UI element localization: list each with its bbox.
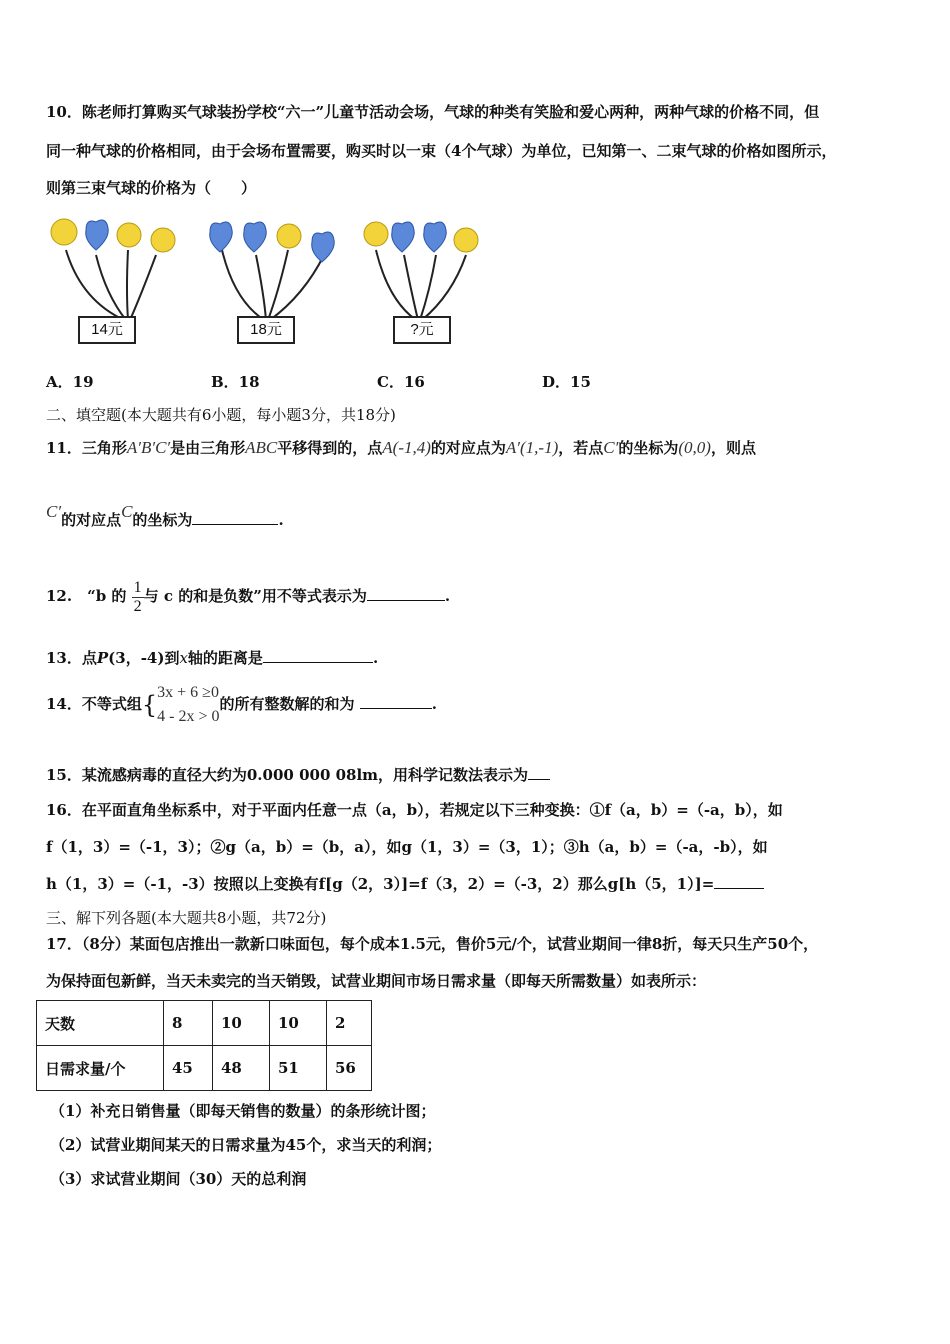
q11-l2-b: 的坐标为 [132,511,193,529]
q11-tri2: ABC [245,438,278,457]
q14-suffix: 的所有整数解的和为 [219,695,355,713]
section-2-heading: 二、填空题(本大题共有6小题，每小题3分，共18分) [46,406,396,424]
q10-line-2: 同一种气球的价格相同，由于会场布置需要，购买时以一束（4个气球）为单位，已知第一、二束气球的价格如图所示， [46,142,837,160]
q11-line-1 [46,438,756,458]
q16-line-1: 16．在平面直角坐标系中，对于平面内任意一点（a，b），若规定以下三种变换：①f（a，b）=（-a，b），如 [46,801,783,819]
bundle-1-price: 14元 [78,316,136,344]
q14-ineq-2: 4 - 2x > 0 [157,708,220,725]
q17-sub-2: （2）试营业期间某天的日需求量为45个，求当天的利润； [50,1136,442,1154]
option-a: A．19 [46,373,94,391]
q17-line-2: 为保持面包新鲜，当天未卖完的当天销毁，试营业期间市场日需求量（即每天所需数量）如表所示： [46,972,707,990]
q12-prefix: 12. “b 的 [46,587,127,605]
q13-point-p: P [96,649,109,667]
q15-text: 15．某流感病毒的直径大约为0.000 000 08lm，用科学记数法表示为 [46,766,529,784]
q16-line-3-text: h（1，3）=（-1，-3）按照以上变换有f[g（2，3）]=f（3，2）=（-3，2）那么g[h（5，1）]= [46,875,715,893]
q11-l2-end: . [278,511,284,529]
q11-mid4: ，若点 [558,439,604,457]
q13-x: x [179,649,188,667]
table-cell: 10 [270,1001,327,1046]
q12-line [46,574,450,618]
q11-point-c-prime: C′ [603,438,619,457]
q13-answer-blank [263,648,373,663]
q14-line [46,680,437,729]
q13-end: . [372,649,379,667]
q11-prefix: 11．三角形 [46,439,127,457]
table-cell: 8 [164,1001,213,1046]
bundle-3-price: ?元 [393,316,451,344]
q10-line-3: 则第三束气球的价格为（ ） [46,179,257,197]
q14-system [157,681,219,729]
q15-line [46,765,550,785]
q17-sub-3: （3）求试营业期间（30）天的总利润 [50,1170,307,1188]
demand-table [36,1000,372,1091]
q11-mid1: 是由三角形 [170,439,246,457]
q10-line-1: 10．陈老师打算购买气球装扮学校“六一”儿童节活动会场，气球的种类有笑脸和爱心两种，两种气球的价格不同，但 [46,103,820,121]
table-cell: 51 [270,1046,327,1091]
table-cell: 45 [164,1046,213,1091]
q15-answer-blank [528,765,550,780]
q11-mid5: 的坐标为 [618,439,679,457]
option-c: C．16 [377,373,425,391]
option-b: B．18 [211,373,260,391]
q14-prefix: 14．不等式组 [46,695,142,713]
q14-brace: { [141,691,158,719]
q16-line-2: f（1，3）=（-1，3）；②g（a，b）=（b，a），如g（1，3）=（3，1）；③h（a，b）=（-a，-b），如 [46,838,768,856]
q12-numerator: 1 [133,578,142,596]
q11-c-prime: C′ [46,502,62,521]
q12-fraction [132,579,144,616]
table-cell: 56 [327,1046,372,1091]
q11-end: ，则点 [710,439,756,457]
q11-mid2: 平移得到的，点 [277,439,383,457]
q11-tri1: A′B′C′ [126,438,171,457]
q11-point-a: A(-1,4) [382,438,431,457]
table-cell: 天数 [37,1001,164,1046]
table-cell: 10 [213,1001,270,1046]
q12-denominator: 2 [133,597,142,615]
q11-answer-blank [192,510,278,525]
table-cell: 2 [327,1001,372,1046]
q11-point-a-prime: A′(1,-1) [505,438,559,457]
table-cell: 48 [213,1046,270,1091]
q11-origin: (0,0) [678,438,711,457]
q14-ineq-1: 3x + 6 ≥0 [157,684,219,701]
q17-sub-1: （1）补充日销售量（即每天销售的数量）的条形统计图； [50,1102,436,1120]
q11-c: C [121,502,133,521]
option-d: D．15 [542,373,591,391]
q14-answer-blank [360,694,432,709]
q17-line-1: 17．（8分）某面包店推出一款新口味面包，每个成本1.5元，售价5元/个，试营业期间一律8折，每天只生产50个， [46,935,819,953]
q13-prefix: 13．点 [46,649,97,667]
q13-text: (3，-4)到 [108,649,180,667]
q12-end: . [444,587,451,605]
q12-answer-blank [367,586,445,601]
table-row [37,1046,372,1091]
table-cell: 日需求量/个 [37,1046,164,1091]
bundle-2-price: 18元 [237,316,295,344]
q11-l2-a: 的对应点 [61,511,122,529]
q11-mid3: 的对应点为 [430,439,506,457]
q13-line [46,648,378,668]
q14-end: . [431,695,437,713]
table-row [37,1001,372,1046]
q12-suffix: 与 c 的和是负数”用不等式表示为 [143,587,367,605]
q11-line-2 [46,502,284,530]
q16-line-3 [46,874,764,894]
section-3-heading: 三、解下列各题(本大题共8小题，共72分) [46,909,327,927]
q13-suffix: 轴的距离是 [187,649,263,667]
q16-answer-blank [714,874,764,889]
